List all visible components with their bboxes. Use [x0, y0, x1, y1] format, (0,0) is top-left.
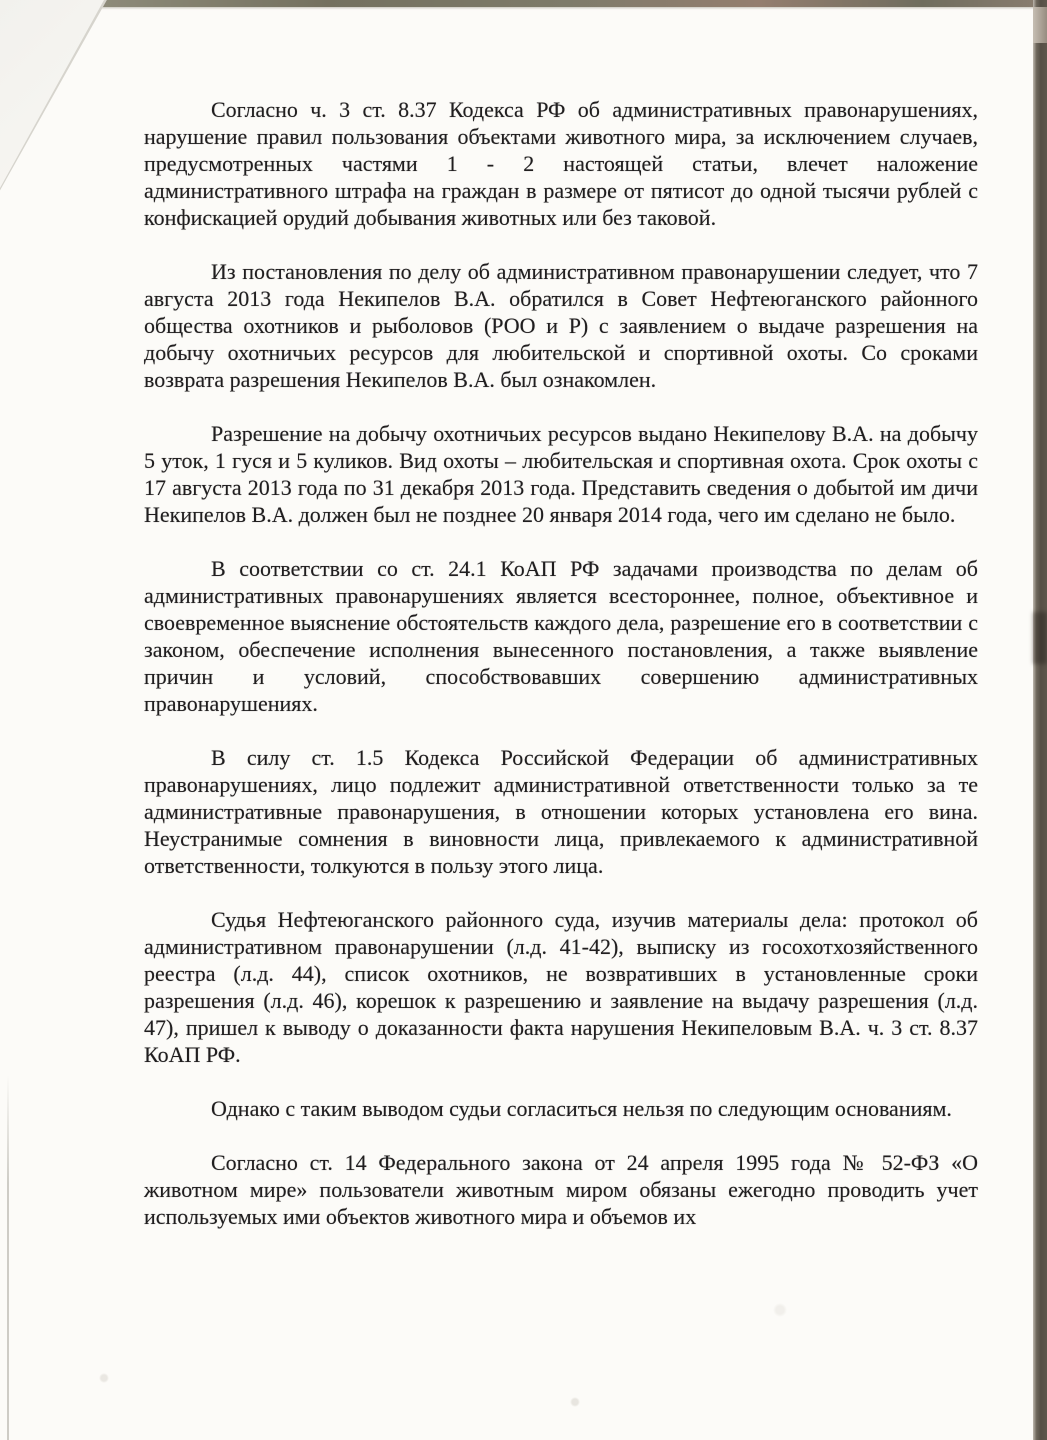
paragraph-koap-24-1-tasks: В соответствии со ст. 24.1 КоАП РФ задачами производства по делам об административных правонарушениях является всестороннее, полное, объективное и своевременное выяснение обстоятельств каждого дела, разрешение его в соответствии с законом, обеспечение исполнения вынесенного постановления, а также выявление причин и условий, способствовавших совершению административных правонарушениях.	[144, 556, 978, 716]
scan-right-edge-top-artifact	[1033, 7, 1047, 43]
scan-top-edge-artifact	[88, 0, 1047, 7]
paragraph-judge-findings: Судья Нефтеюганского районного суда, изучив материалы дела: протокол об административном правонарушении (л.д. 41-42), выписку из госохотхозяйственного реестра (л.д. 44), список охотников, не возвративших в установленные сроки разрешения (л.д. 46), корешок к разрешению и заявление на выдачу разрешения (л.д. 47), пришел к выводу о доказанности факта нарушения Некипеловым В.А. ч. 3 ст. 8.37 КоАП РФ.	[144, 907, 978, 1067]
scan-left-crease-line	[7, 1075, 9, 1440]
paragraph-article-8-37-sanction: Согласно ч. 3 ст. 8.37 Кодекса РФ об административных правонарушениях, нарушение правил пользования объектами животного мира, за исключением случаев, предусмотренных частями 1 - 2 настоящей статьи, влечет наложение административного штрафа на граждан в размере от пятисот до одной тысячи рублей с конфискацией орудий добывания животных или без таковой.	[144, 97, 978, 230]
paragraph-koap-1-5-presumption: В силу ст. 1.5 Кодекса Российской Федерации об административных правонарушениях, лицо подлежит административной ответственности только за те административные правонарушения, в отношении которых установлена его вина. Неустранимые сомнения в виновности лица, привлекаемого к административной ответственности, толкуются в пользу этого лица.	[144, 745, 978, 878]
paragraph-hunting-permit-details: Разрешение на добычу охотничьих ресурсов выдано Некипелову В.А. на добычу 5 уток, 1 гуся и 5 куликов. Вид охоты – любительская и спортивная охота. Срок охоты с 17 августа 2013 года по 31 декабря 2013 года. Представить сведения о добытой им дичи Некипелов В.А. должен был не позднее 20 января 2014 года, чего им сделано не было.	[144, 421, 978, 527]
paragraph-federal-law-52-fz: Согласно ст. 14 Федерального закона от 24 апреля 1995 года № 52-ФЗ «О животном мире» пользователи животным миром обязаны ежегодно проводить учет используемых ими объектов животного мира и объемов их	[144, 1150, 978, 1229]
paragraph-case-facts-application: Из постановления по делу об административном правонарушении следует, что 7 августа 2013 года Некипелов В.А. обратился в Совет Нефтеюганского районного общества охотников и рыболовов (РОО и Р) с заявлением о выдаче разрешения на добычу охотничьих ресурсов для любительской и спортивной охоты. Со сроками возврата разрешения Некипелов В.А. был ознакомлен.	[144, 259, 978, 392]
document-text	[144, 96, 978, 1230]
scan-right-edge-artifact	[1033, 0, 1047, 1440]
paragraph-disagreement: Однако с таким выводом судьи согласиться нельзя по следующим основаниям.	[211, 1096, 952, 1121]
